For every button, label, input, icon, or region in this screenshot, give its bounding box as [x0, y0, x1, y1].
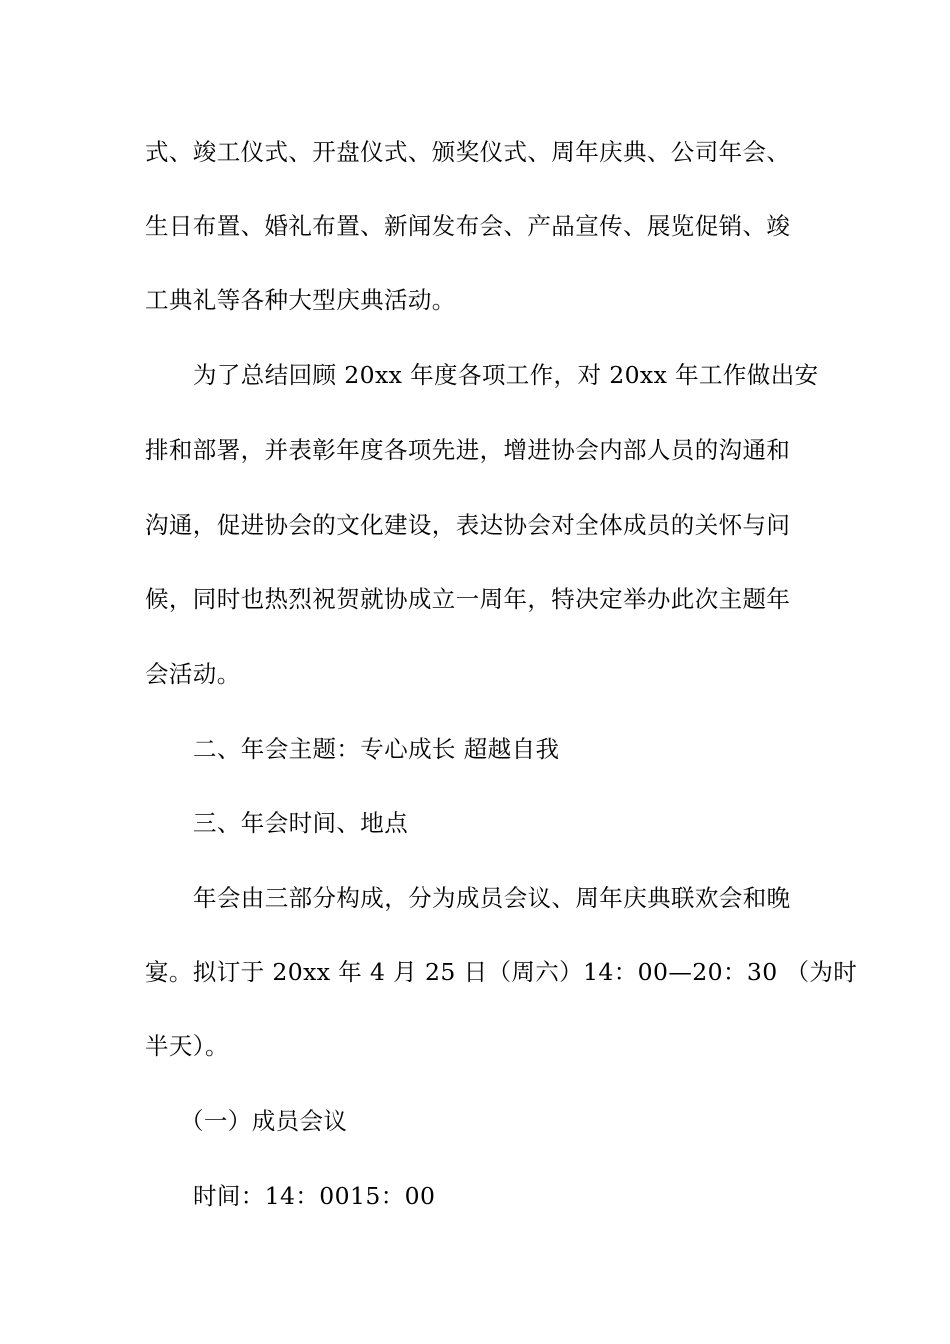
paragraph-line: 会活动。: [145, 660, 241, 688]
subsection-heading: （一）成员会议: [180, 1107, 348, 1135]
paragraph-line: 工典礼等各种大型庆典活动。: [145, 286, 456, 314]
paragraph-line: 候，同时也热烈祝贺就协成立一周年，特决定举办此次主题年: [145, 585, 791, 613]
section-heading: 二、年会主题：专心成长 超越自我: [193, 735, 560, 763]
paragraph-line: 排和部署，并表彰年度各项先进，增进协会内部人员的沟通和: [145, 436, 791, 464]
paragraph-line: 为了总结回顾 20xx 年度各项工作，对 20xx 年工作做出安: [193, 361, 819, 389]
paragraph-line: 生日布置、婚礼布置、新闻发布会、产品宣传、展览促销、竣: [145, 212, 791, 240]
paragraph-line: 半天）。: [145, 1032, 229, 1060]
section-heading: 三、年会时间、地点: [193, 809, 409, 837]
paragraph-line: 沟通，促进协会的文化建设，表达协会对全体成员的关怀与问: [145, 511, 791, 539]
paragraph-line: 年会由三部分构成，分为成员会议、周年庆典联欢会和晚: [193, 884, 791, 912]
paragraph-line: 时间：14：0015：00: [193, 1182, 436, 1210]
paragraph-line: 式、竣工仪式、开盘仪式、颁奖仪式、周年庆典、公司年会、: [145, 138, 791, 166]
paragraph-line: 宴。拟订于 20xx 年 4 月 25 日（周六）14：00—20：30 （为时: [145, 958, 858, 986]
